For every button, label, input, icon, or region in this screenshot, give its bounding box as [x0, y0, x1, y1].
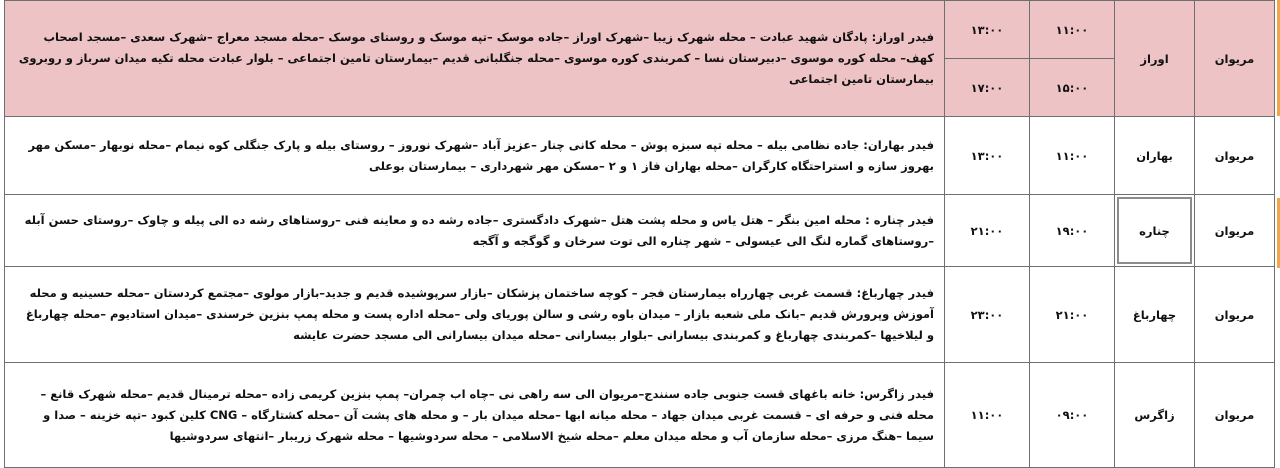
city-cell: مریوان: [1195, 267, 1275, 363]
feeder-cell: بهاران: [1115, 117, 1195, 195]
end-time-cell: ۱۱:۰۰: [945, 363, 1030, 468]
start-time-cell: ۲۱:۰۰: [1030, 267, 1115, 363]
end-time-cell: ۲۱:۰۰: [945, 195, 1030, 267]
table-row: [5, 363, 1275, 468]
start-time-cell: ۱۹:۰۰: [1030, 195, 1115, 267]
start-time-cell: ۱۱:۰۰: [1030, 1, 1115, 59]
city-cell: مریوان: [1195, 195, 1275, 267]
table-row: [5, 267, 1275, 363]
area-description-cell: فیدر اوراز: پادگان شهید عبادت – محله شهرک زیبا –شهرک اوراز –جاده موسک –تپه موسک و روستای موسک –محله مسجد معراج –شهرک سعدی –مسجد اصحاب کهف– محله کوره موسوی –دبیرستان نسا – کمربندی کوره موسوی –محله جنگلبانی قدیم –بیمارستان تامین اجتماعی – بلوار عبادت محله تکیه میدان سرباز و روبروی بیمارستان تامین اجتماعی: [5, 1, 945, 117]
area-description-cell: فیدر چهارباغ: قسمت غربی چهارراه بیمارستان فجر – کوچه ساختمان پزشکان –بازار سرپوشیده قدیم و جدید–بازار مولوی –مجتمع کردستان –محله حسینیه و محله آموزش وپرورش قدیم –بانک ملی شعبه بازار – میدان باوه رشی و سالن پوریای ولی –محله اداره پست و محله پمپ بنزین خرسندی –میدان استادیوم –محله چهارباغ و لیلاخیها –کمربندی چهارباغ و کمربندی بیسارانی –بلوار بیسارانی –محله میدان بیسارانی الی مسجد حضرت عایشه: [5, 267, 945, 363]
table-row: [5, 117, 1275, 195]
end-time-cell: ۱۳:۰۰: [945, 117, 1030, 195]
end-time-cell: ۱۷:۰۰: [945, 59, 1030, 117]
feeder-label: چناره: [1139, 223, 1170, 238]
feeder-cell: چهارباغ: [1115, 267, 1195, 363]
table-row: [5, 1, 1275, 59]
end-time-cell: ۲۳:۰۰: [945, 267, 1030, 363]
feeder-cell-selected[interactable]: [1115, 195, 1195, 267]
start-time-cell: ۰۹:۰۰: [1030, 363, 1115, 468]
feeder-cell: اوراز: [1115, 1, 1195, 117]
table-row: [5, 195, 1275, 267]
area-description-cell: فیدر زاگرس: خانه باغهای قست جنوبی جاده سنندج–مریوان الی سه راهی نی –چاه اب چمران– پمپ بنزین کریمی زاده –محله ترمینال قدیم –محله شهرک قانع – محله فنی و حرفه ای – قسمت غربی میدان جهاد – محله میانه ابها –محله میدان بار – و محله های پشت آن –محله کشتارگاه – CNG کلین کبود –تپه خزینه – صدا و سیما –هنگ مرزی –محله سازمان آب و محله میدان معلم –محله شیخ الاسلامی – محله سردوشیها – محله شهرک زریبار –انتهای سردوشیها: [5, 363, 945, 468]
start-time-cell: ۱۵:۰۰: [1030, 59, 1115, 117]
end-time-cell: ۱۳:۰۰: [945, 1, 1030, 59]
city-cell: مریوان: [1195, 117, 1275, 195]
outage-schedule-table: [4, 0, 1275, 468]
area-description-cell: فیدر چناره : محله امین بنگر – هتل یاس و محله پشت هتل –شهرک دادگستری –جاده رشه ده و معاینه فنی –روستاهای رشه ده الی پیله و چاوک –روستای حسن آبله –روستاهای گماره لنگ الی عیسولی – شهر چناره الی توت سرخان و گوگجه و آگجه: [5, 195, 945, 267]
city-cell: مریوان: [1195, 363, 1275, 468]
area-description-cell: فیدر بهاران: جاده نظامی بیله – محله تپه سبزه پوش – محله کانی چنار –عزیز آباد –شهرک نوروز – روستای بیله و پارک جنگلی کوه نیمام –محله نوبهار –مسکن مهر بهروز سازه و استراحتگاه کارگران –محله بهاران فاز ۱ و ۲ –مسکن مهر شهرداری – بیمارستان بوعلی: [5, 117, 945, 195]
city-cell: مریوان: [1195, 1, 1275, 117]
feeder-cell: زاگرس: [1115, 363, 1195, 468]
start-time-cell: ۱۱:۰۰: [1030, 117, 1115, 195]
